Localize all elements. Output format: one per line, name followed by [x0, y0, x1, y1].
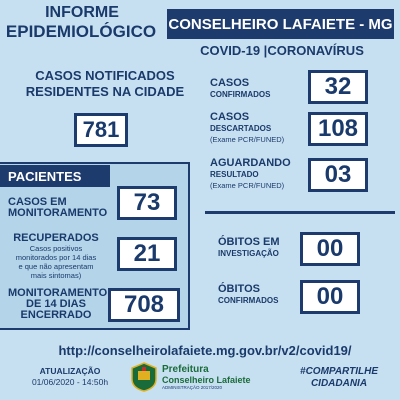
update-info [18, 366, 122, 388]
prefeitura-logo [130, 362, 275, 394]
covid-subtitle: COVID-19 |CORONAVÍRUS [200, 43, 364, 58]
recovered-label [6, 233, 106, 280]
deaths-confirmed-value: 00 [300, 280, 360, 314]
deaths-investigation-value: 00 [300, 232, 360, 266]
notified-value: 781 [74, 113, 128, 147]
deaths-investigation-label [218, 237, 280, 259]
recovered-desc1: Casos positivos [29, 244, 83, 253]
title-line1: INFORME [45, 4, 119, 21]
monitoring-line1: CASOS EM [8, 196, 67, 208]
recovered-value: 21 [117, 237, 177, 271]
monitoring-label [8, 197, 107, 219]
waiting-label [210, 158, 291, 190]
deaths-confirmed-line2: CONFIRMADOS [218, 296, 279, 305]
waiting-line2: RESULTADO [210, 170, 259, 179]
hashtag [285, 366, 393, 390]
title-line2: EPIDEMIOLÓGICO [5, 22, 157, 41]
update-label: ATUALIZAÇÃO [39, 366, 101, 376]
discarded-note: (Exame PCR/FUNED) [210, 135, 285, 144]
hashtag-line2: CIDADANIA [310, 378, 368, 389]
logo-admin: ADMINISTRAÇÃO 2017/2020 [162, 385, 223, 390]
recovered-desc3: e que não apresentam [18, 262, 94, 271]
closed-label [8, 287, 108, 321]
discarded-label [210, 112, 284, 144]
notified-label-line1: CASOS NOTIFICADOS [35, 68, 175, 83]
section-divider [205, 211, 395, 214]
website-link[interactable]: http://conselheirolafaiete.mg.gov.br/v2/covid19/ [58, 343, 352, 358]
logo-title: Prefeitura [162, 364, 209, 375]
recovered-title: RECUPERADOS [13, 232, 99, 244]
closed-line2: DE 14 DIAS [26, 298, 86, 310]
waiting-note: (Exame PCR/FUNED) [210, 181, 285, 190]
update-time: 01/06/2020 - 14:50h [31, 377, 109, 387]
logo-subtitle: Conselheiro Lafaiete [162, 375, 251, 385]
deaths-investigation-line2: INVESTIGAÇÃO [218, 249, 279, 258]
closed-line1: MONITORAMENTO [8, 287, 108, 299]
monitoring-value: 73 [117, 186, 177, 220]
discarded-value: 108 [308, 112, 368, 146]
deaths-confirmed-line1: ÓBITOS [218, 283, 260, 295]
notified-label [10, 68, 200, 100]
city-banner: CONSELHEIRO LAFAIETE - MG [167, 9, 394, 39]
confirmed-line1: CASOS [210, 77, 250, 89]
patients-header: PACIENTES [0, 165, 110, 187]
monitoring-line2: MONITORAMENTO [8, 207, 108, 219]
discarded-line2: DESCARTADOS [210, 124, 272, 133]
waiting-line1: AGUARDANDO [210, 157, 291, 169]
confirmed-label [210, 78, 270, 100]
confirmed-value: 32 [308, 70, 368, 104]
deaths-investigation-line1: ÓBITOS EM [218, 236, 280, 248]
city-seal-icon [130, 362, 158, 392]
discarded-line1: CASOS [210, 111, 250, 123]
notified-label-line2: RESIDENTES NA CIDADE [25, 84, 185, 99]
deaths-confirmed-label [218, 284, 278, 306]
recovered-desc4: mais sintomas) [30, 271, 82, 280]
closed-line3: ENCERRADO [20, 309, 92, 321]
closed-value: 708 [108, 288, 180, 322]
waiting-value: 03 [308, 158, 368, 192]
recovered-desc2: monitorados por 14 dias [15, 253, 97, 262]
hashtag-line1: #COMPARTILHE [300, 366, 378, 377]
confirmed-line2: CONFIRMADOS [210, 90, 271, 99]
